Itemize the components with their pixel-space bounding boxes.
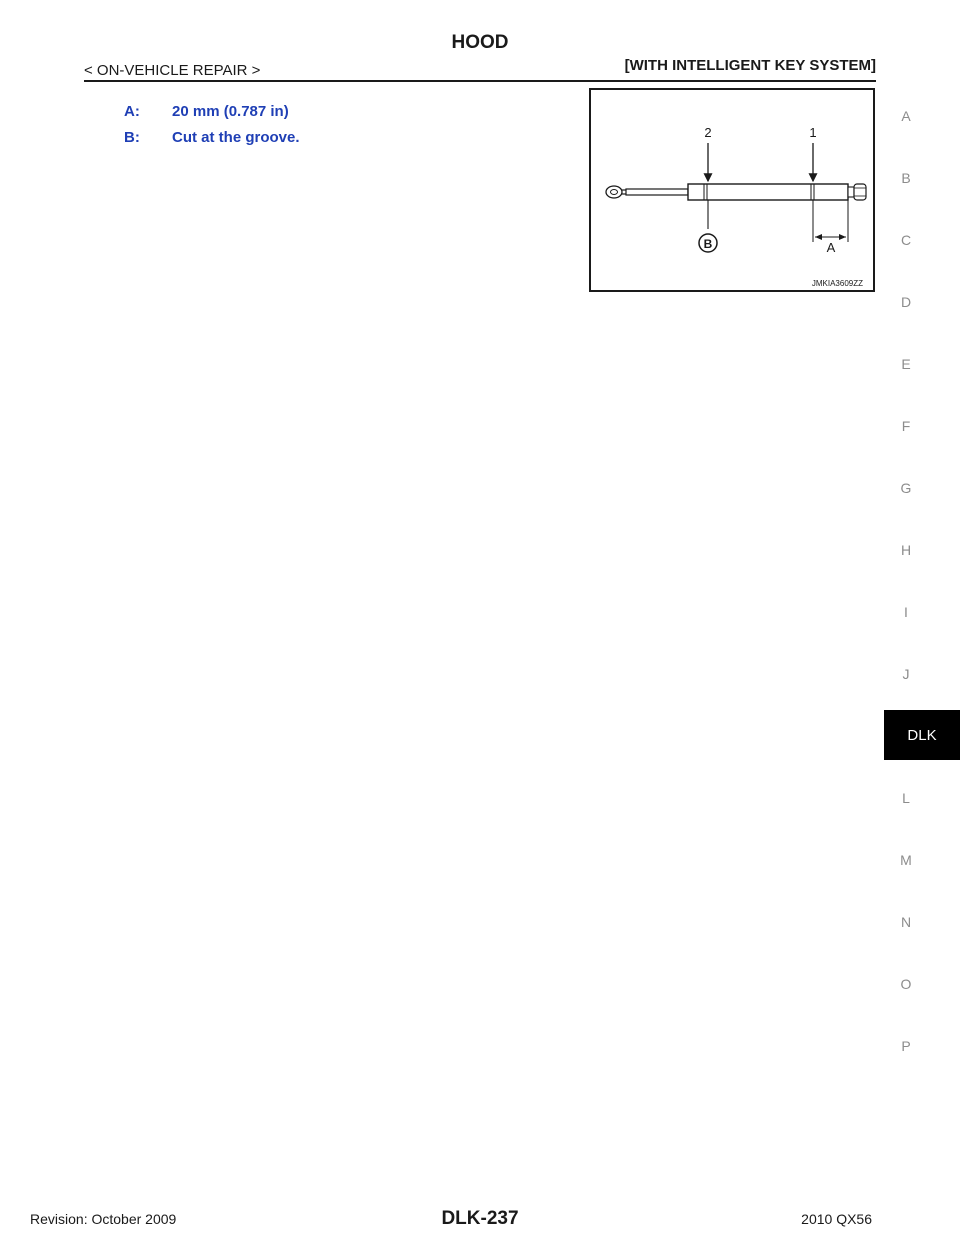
legend-text: 20 mm (0.787 in): [172, 103, 289, 120]
section-label: < ON-VEHICLE REPAIR >: [84, 62, 261, 79]
system-label: [WITH INTELLIGENT KEY SYSTEM]: [624, 57, 876, 74]
model-label: 2010 QX56: [801, 1211, 872, 1227]
dimension-arrowhead: [839, 234, 846, 240]
marker-b-label: B: [703, 237, 713, 251]
piston-rod: [626, 189, 688, 195]
index-letter-d[interactable]: D: [900, 294, 912, 310]
index-letter-b[interactable]: B: [901, 170, 911, 186]
index-letter-a[interactable]: A: [901, 108, 911, 124]
legend-list: [124, 104, 300, 156]
index-letter-p[interactable]: P: [901, 1038, 911, 1054]
index-letter-n[interactable]: N: [900, 914, 912, 930]
index-letter-o[interactable]: O: [900, 976, 912, 992]
dimension-label-a: A: [826, 240, 836, 255]
cylinder-end-fitting: [848, 184, 866, 200]
header-divider: [84, 80, 876, 82]
page-title: HOOD: [451, 32, 509, 53]
figure-code: JMKIA3609ZZ: [811, 279, 863, 288]
page-number: DLK-237: [441, 1208, 519, 1229]
illustration-frame: [589, 88, 875, 292]
index-letter-h[interactable]: H: [900, 542, 912, 558]
section-index: [884, 0, 928, 1242]
index-letter-c[interactable]: C: [900, 232, 912, 248]
active-section-tab[interactable]: DLK: [884, 710, 960, 760]
legend-key: A:: [124, 103, 140, 120]
legend-item-b: [124, 130, 300, 156]
index-letter-i[interactable]: I: [904, 604, 908, 620]
index-letter-e[interactable]: E: [901, 356, 911, 372]
legend-item-a: [124, 104, 300, 130]
index-letter-l[interactable]: L: [902, 790, 910, 806]
cylinder-body: [688, 184, 848, 200]
index-letter-j[interactable]: J: [902, 666, 910, 682]
dimension-arrowhead: [815, 234, 822, 240]
legend-text: Cut at the groove.: [172, 129, 300, 146]
callout-label-2: 2: [704, 125, 712, 140]
rod-end-eye: [606, 186, 627, 198]
index-letter-g[interactable]: G: [900, 480, 912, 496]
revision-date: Revision: October 2009: [30, 1211, 177, 1227]
legend-key: B:: [124, 129, 140, 146]
gas-stay-illustration: [591, 90, 873, 290]
callout-label-1: 1: [809, 125, 817, 140]
index-letter-m[interactable]: M: [900, 852, 912, 868]
index-letter-f[interactable]: F: [901, 418, 911, 434]
